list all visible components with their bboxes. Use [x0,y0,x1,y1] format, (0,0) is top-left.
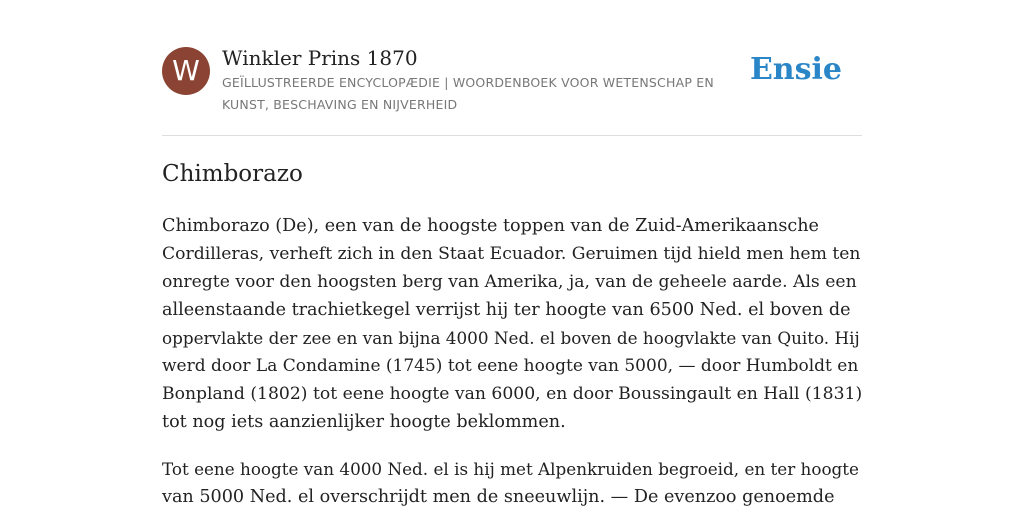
text-line: alleenstaande trachietkegel verrijst hij ter hoogte van 6500 Ned. el boven de [162,300,851,320]
paragraph [162,455,862,511]
text-line: oppervlakte der zee en van bijna 4000 Ned. el boven de hoogvlakte van Quito. Hij [162,328,860,348]
text-line: Bonpland (1802) tot eene hoogte van 6000, en door Boussingault en Hall (1831) [162,384,863,404]
paragraph [162,212,862,436]
source-avatar[interactable]: W [162,47,210,95]
text-line: Tot eene hoogte van 4000 Ned. el is hij met Alpenkruiden begroeid, en ter hoogte [162,459,859,479]
text-line: werd door La Condamine (1745) tot eene hoogte van 5000, — door Humboldt en [162,356,859,376]
text-line: onregte voor den hoogsten berg van Amerika, ja, van de geheele aarde. Als een [162,272,857,292]
text-line: Chimborazo (De), een van de hoogste toppen van de Zuid-Amerikaansche [162,216,819,236]
source-subtitle: GEÏLLUSTREERDE ENCYCLOPÆDIE | WOORDENBOEK VOOR WETENSCHAP EN KUNST, BESCHAVING EN NIJVERHEID [222,75,714,112]
text-line: Cordilleras, verheft zich in den Staat Ecuador. Geruimen tijd hield men hem ten [162,244,861,264]
text-line: van 5000 Ned. el overschrijdt men de sneeuwlijn. — De evenzoo genoemde [162,487,835,507]
header [162,0,862,136]
article-body [162,212,862,512]
ensie-logo[interactable]: Ensie [749,52,842,87]
page [162,0,863,507]
source-title[interactable]: Winkler Prins 1870 [222,46,418,70]
article-title: Chimborazo [162,161,303,187]
text-line: tot nog iets aanzienlijker hoogte beklommen. [162,412,566,432]
